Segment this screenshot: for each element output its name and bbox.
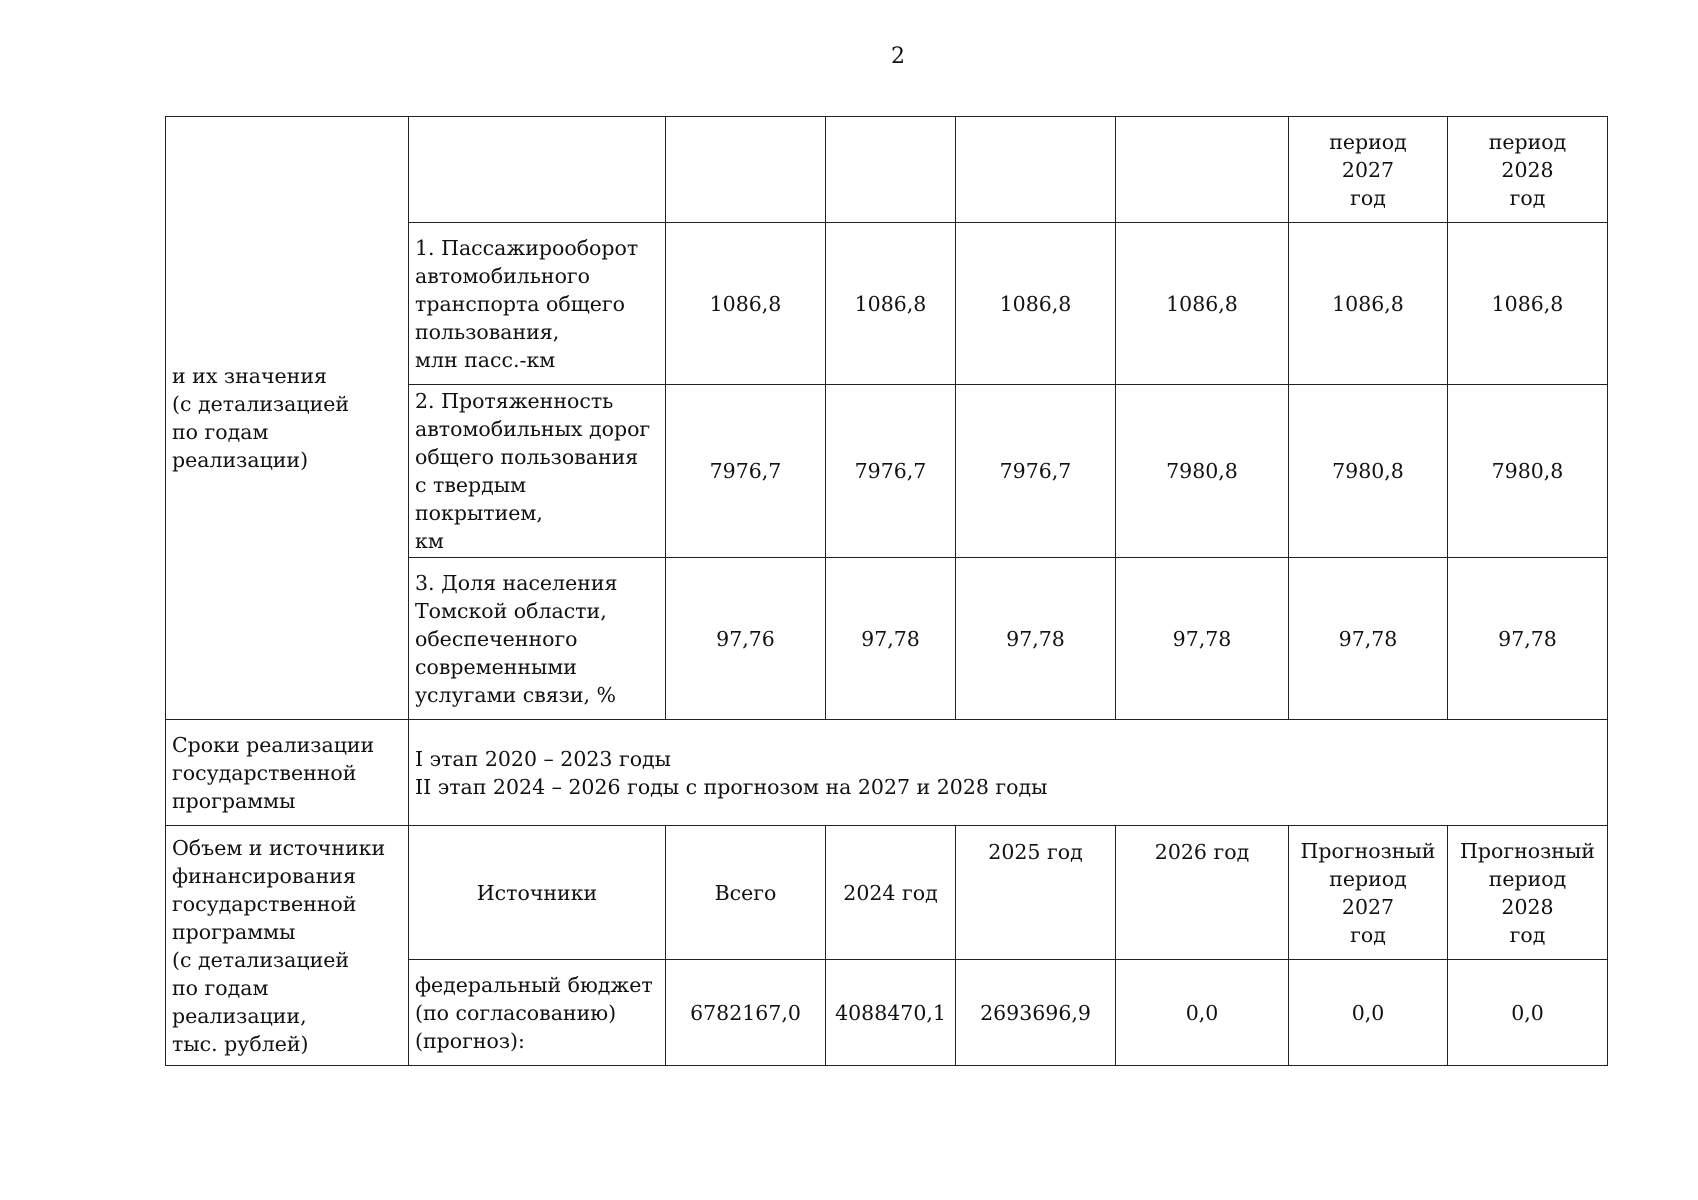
timeline-label-cell xyxy=(166,720,409,826)
header-total: Всего xyxy=(666,826,826,960)
header-text: год xyxy=(1350,922,1386,947)
indicator-value-cell: 7980,8 xyxy=(1116,385,1289,558)
header-period-2028 xyxy=(1448,117,1608,223)
indicator-name-line: услугами связи, % xyxy=(415,682,617,707)
indicator-name-line: автомобильного xyxy=(415,263,591,288)
indicator-name-line: автомобильных дорог xyxy=(415,417,651,441)
indicator-value-cell: 7976,7 xyxy=(826,385,956,558)
funding-value-cell: 2693696,9 xyxy=(956,960,1116,1066)
indicators-header-row xyxy=(166,117,1608,223)
funding-label-line: программы xyxy=(172,919,296,944)
indicator-value-cell: 97,78 xyxy=(956,558,1116,720)
indicator-name-line: транспорта общего xyxy=(415,291,625,316)
indicator-value-cell: 1086,8 xyxy=(1448,223,1608,385)
page-number: 2 xyxy=(891,44,905,69)
indicator-name-line: с твердым покрытием, xyxy=(415,473,543,525)
indicator-value-cell: 7976,7 xyxy=(956,385,1116,558)
header-text: период xyxy=(1329,129,1407,154)
stage-line: II этап 2024 – 2026 годы с прогнозом на 2027 и 2028 годы xyxy=(415,774,1048,799)
indicator-name-line: общего пользования xyxy=(415,445,639,469)
funding-label-line: Объем и источники xyxy=(172,835,386,860)
indicators-label-line: и их значения xyxy=(172,364,327,388)
funding-value-cell: 4088470,1 xyxy=(826,960,956,1066)
indicator-name-line: обеспеченного xyxy=(415,626,578,651)
header-text: 2027 xyxy=(1341,157,1395,182)
header-empty-cell xyxy=(956,117,1116,223)
indicator-value-cell: 1086,8 xyxy=(1289,223,1448,385)
funding-value-cell: 0,0 xyxy=(1289,960,1448,1066)
header-text: Прогнозный xyxy=(1300,838,1436,863)
header-empty-cell xyxy=(666,117,826,223)
header-text: период xyxy=(1488,129,1567,154)
indicator-name-line: 1. Пассажирооборот xyxy=(415,235,639,260)
funding-source-line: (по согласованию) xyxy=(415,1000,617,1025)
indicator-value-cell: 7980,8 xyxy=(1289,385,1448,558)
funding-label-line: тыс. рублей) xyxy=(172,1031,309,1056)
indicator-name-line: 2. Протяженность xyxy=(415,389,614,413)
header-period-2027 xyxy=(1289,117,1448,223)
funding-label-line: (с детализацией xyxy=(172,947,350,972)
timeline-stages-cell xyxy=(409,720,1608,826)
indicators-label-cell xyxy=(166,117,409,720)
indicator-value-cell: 97,78 xyxy=(1289,558,1448,720)
indicator-name-line: Томской области, xyxy=(415,598,607,623)
funding-label-cell xyxy=(166,826,409,1066)
funding-source-line: федеральный бюджет xyxy=(415,972,653,997)
indicator-name-cell xyxy=(409,558,666,720)
funding-header-row xyxy=(166,826,1608,960)
funding-source-line: (прогноз): xyxy=(415,1028,525,1053)
indicator-value-cell: 1086,8 xyxy=(826,223,956,385)
indicator-value-cell: 97,76 xyxy=(666,558,826,720)
indicator-name-line: млн пасс.-км xyxy=(415,347,556,372)
header-empty-cell xyxy=(409,117,666,223)
indicator-value-cell: 1086,8 xyxy=(1116,223,1289,385)
program-passport-table xyxy=(165,116,1608,1066)
funding-label-line: по годам реализации, xyxy=(172,975,307,1028)
header-text: год xyxy=(1350,185,1386,210)
indicator-name-line: км xyxy=(415,529,444,553)
header-forecast-2028 xyxy=(1448,826,1608,960)
header-text: год xyxy=(1509,185,1546,210)
funding-value-cell: 6782167,0 xyxy=(666,960,826,1066)
funding-source-cell xyxy=(409,960,666,1066)
indicator-value-cell: 97,78 xyxy=(826,558,956,720)
indicators-label-line: (с детализацией xyxy=(172,392,350,416)
funding-label-line: государственной xyxy=(172,891,357,916)
indicator-name-cell xyxy=(409,385,666,558)
header-text: период xyxy=(1488,866,1567,891)
indicator-value-cell: 7976,7 xyxy=(666,385,826,558)
header-text: год xyxy=(1509,922,1546,947)
timeline-row xyxy=(166,720,1608,826)
indicator-value-cell: 1086,8 xyxy=(666,223,826,385)
indicators-label-line: по годам реализации) xyxy=(172,420,309,472)
indicator-name-cell xyxy=(409,223,666,385)
header-text: 2028 xyxy=(1501,157,1554,182)
funding-value-cell: 0,0 xyxy=(1448,960,1608,1066)
header-text: период xyxy=(1329,866,1407,891)
indicator-name-line: современными xyxy=(415,654,577,679)
header-sources: Источники xyxy=(409,826,666,960)
header-2025: 2025 год xyxy=(956,826,1116,960)
header-empty-cell xyxy=(1116,117,1289,223)
header-forecast-2027 xyxy=(1289,826,1448,960)
stage-line: I этап 2020 – 2023 годы xyxy=(415,746,671,771)
timeline-label-line: Сроки реализации xyxy=(172,732,375,757)
indicator-name-line: пользования, xyxy=(415,319,560,344)
timeline-label-line: программы xyxy=(172,788,296,813)
header-empty-cell xyxy=(826,117,956,223)
indicator-value-cell: 97,78 xyxy=(1448,558,1608,720)
header-text: 2028 xyxy=(1501,894,1554,919)
funding-value-cell: 0,0 xyxy=(1116,960,1289,1066)
header-2026: 2026 год xyxy=(1116,826,1289,960)
header-text: Прогнозный xyxy=(1460,838,1595,863)
header-text: 2027 xyxy=(1341,894,1395,919)
indicator-value-cell: 7980,8 xyxy=(1448,385,1608,558)
indicator-name-line: 3. Доля населения xyxy=(415,570,618,595)
funding-label-line: финансирования xyxy=(172,863,356,888)
indicator-value-cell: 97,78 xyxy=(1116,558,1289,720)
timeline-label-line: государственной xyxy=(172,760,357,785)
header-2024: 2024 год xyxy=(826,826,956,960)
indicator-value-cell: 1086,8 xyxy=(956,223,1116,385)
